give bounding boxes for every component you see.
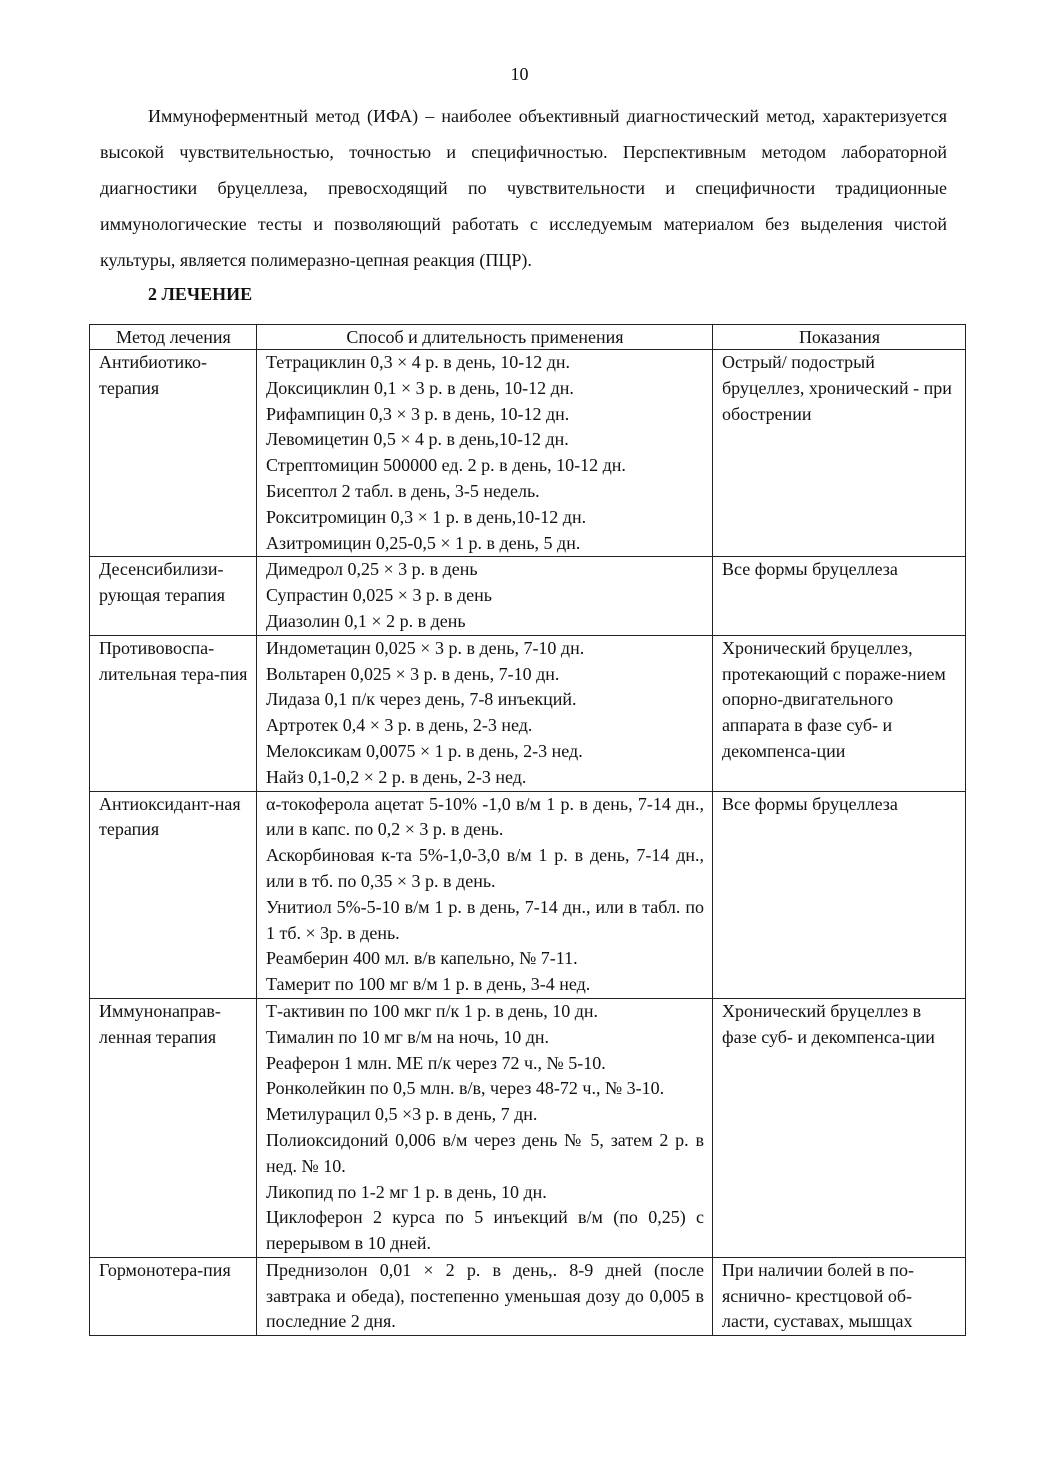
- application-line: Ронколейкин по 0,5 млн. в/в, через 48-72 ч., № 3-10.: [266, 1078, 665, 1099]
- application-line: Ликопид по 1-2 мг 1 р. в день, 10 дн.: [266, 1181, 547, 1202]
- indication-cell: Острый/ подострый бруцеллез, хронический - при обострении: [713, 350, 966, 557]
- header-method: Метод лечения: [90, 325, 257, 350]
- application-line: Т-активин по 100 мкг п/к 1 р. в день, 10 дн.: [266, 1000, 599, 1021]
- method-cell: Противовоспа-лительная тера-пия: [90, 635, 257, 791]
- application-line: Артротек 0,4 × 3 р. в день, 2-3 нед.: [266, 715, 533, 736]
- application-cell: [257, 350, 713, 557]
- table-row: [90, 998, 966, 1257]
- application-line: Бисептол 2 табл. в день, 3-5 недель.: [266, 480, 540, 501]
- application-cell: [257, 1257, 713, 1335]
- application-line: Индометацин 0,025 × 3 р. в день, 7-10 дн.: [266, 637, 585, 658]
- application-line: Левомицетин 0,5 × 4 р. в день,10-12 дн.: [266, 429, 569, 450]
- application-line: α-токоферола ацетат 5-10% -1,0 в/м 1 р. в день, 7-14 дн., или в капс. по 0,2 × 3 р. в день.: [266, 793, 704, 840]
- application-line: Мелоксикам 0,0075 × 1 р. в день, 2-3 нед.: [266, 740, 583, 761]
- table-row: [90, 557, 966, 635]
- application-line: Метилурацил 0,5 ×3 р. в день, 7 дн.: [266, 1104, 538, 1125]
- application-line: Реаферон 1 млн. МЕ п/к через 72 ч., № 5-10.: [266, 1052, 606, 1073]
- application-line: Тамерит по 100 мг в/м 1 р. в день, 3-4 нед.: [266, 974, 591, 995]
- application-line: Рифампицин 0,3 × 3 р. в день, 10-12 дн.: [266, 403, 570, 424]
- application-line: Преднизолон 0,01 × 2 р. в день,. 8-9 дней (после завтрака и обеда), постепенно уменьшая дозу до 0,005 в последние 2 дня.: [266, 1259, 704, 1332]
- application-line: Стрептомицин 500000 ед. 2 р. в день, 10-12 дн.: [266, 455, 626, 476]
- table-header-row: [90, 325, 966, 350]
- indication-cell: Хронический бруцеллез в фазе суб- и декомпенса-ции: [713, 998, 966, 1257]
- table-row: [90, 350, 966, 557]
- application-line: Полиоксидоний 0,006 в/м через день № 5, затем 2 р. в нед. № 10.: [266, 1129, 704, 1176]
- application-line: Доксициклин 0,1 × 3 р. в день, 10-12 дн.: [266, 377, 574, 398]
- application-line: Димедрол 0,25 × 3 р. в день: [266, 559, 478, 580]
- application-line: Найз 0,1-0,2 × 2 р. в день, 2-3 нед.: [266, 766, 527, 787]
- application-line: Аскорбиновая к-та 5%-1,0-3,0 в/м 1 р. в день, 7-14 дн., или в тб. по 0,35 × 3 р. в день.: [266, 845, 704, 891]
- application-line: Вольтарен 0,025 × 3 р. в день, 7-10 дн.: [266, 663, 560, 684]
- application-cell: [257, 791, 713, 998]
- table-row: [90, 791, 966, 998]
- method-cell: Десенсибилизи-рующая терапия: [90, 557, 257, 635]
- application-line: Рокситромицин 0,3 × 1 р. в день,10-12 дн.: [266, 506, 587, 527]
- treatment-table: [89, 324, 966, 1336]
- intro-paragraph: Иммуноферментный метод (ИФА) – наиболее объективный диагностический метод, характеризуется высокой чувствительностью, точностью и специфичностью. Перспективным методом лабораторной диагностики бруцеллеза, превосходящий по чувствительности и специфичности традиционные иммунологические тесты и позволяющий работать с исследуемым материалом без выделения чистой культуры, является полимеразно-цепная реакция (ПЦР).: [100, 106, 947, 270]
- header-indications: Показания: [713, 325, 966, 350]
- table-row: [90, 1257, 966, 1335]
- application-cell: [257, 557, 713, 635]
- application-line: Тетрациклин 0,3 × 4 р. в день, 10-12 дн.: [266, 352, 571, 372]
- header-application: Способ и длительность применения: [257, 325, 713, 350]
- method-cell: Антиоксидант-ная терапия: [90, 791, 257, 998]
- application-line: Циклоферон 2 курса по 5 инъекций в/м (по 0,25) с перерывом в 10 дней.: [266, 1207, 704, 1254]
- application-line: Азитромицин 0,25-0,5 × 1 р. в день, 5 дн.: [266, 532, 581, 553]
- method-cell: Иммунонаправ-ленная терапия: [90, 998, 257, 1257]
- method-cell: Антибиотико-терапия: [90, 350, 257, 557]
- indication-cell: При наличии болей в по-яснично- крестцовой об-ласти, суставах, мышцах: [713, 1257, 966, 1335]
- application-line: Унитиол 5%-5-10 в/м 1 р. в день, 7-14 дн., или в табл. по 1 тб. × 3р. в день.: [266, 896, 704, 943]
- application-cell: [257, 998, 713, 1257]
- application-line: Тималин по 10 мг в/м на ночь, 10 дн.: [266, 1026, 549, 1047]
- application-line: Супрастин 0,025 × 3 р. в день: [266, 585, 492, 606]
- application-line: Реамберин 400 мл. в/в капельно, № 7-11.: [266, 948, 578, 969]
- application-cell: [257, 635, 713, 791]
- indication-cell: Все формы бруцеллеза: [713, 557, 966, 635]
- page-number: 10: [510, 64, 529, 84]
- indication-cell: Хронический бруцеллез, протекающий с пораже-нием опорно-двигательного аппарата в фазе суб- и декомпенса-ции: [713, 635, 966, 791]
- indication-cell: Все формы бруцеллеза: [713, 791, 966, 998]
- application-line: Лидаза 0,1 п/к через день, 7-8 инъекций.: [266, 689, 577, 710]
- table-row: [90, 635, 966, 791]
- application-line: Диазолин 0,1 × 2 р. в день: [266, 610, 466, 631]
- section-title: 2 ЛЕЧЕНИЕ: [148, 284, 253, 304]
- method-cell: Гормонотера-пия: [90, 1257, 257, 1335]
